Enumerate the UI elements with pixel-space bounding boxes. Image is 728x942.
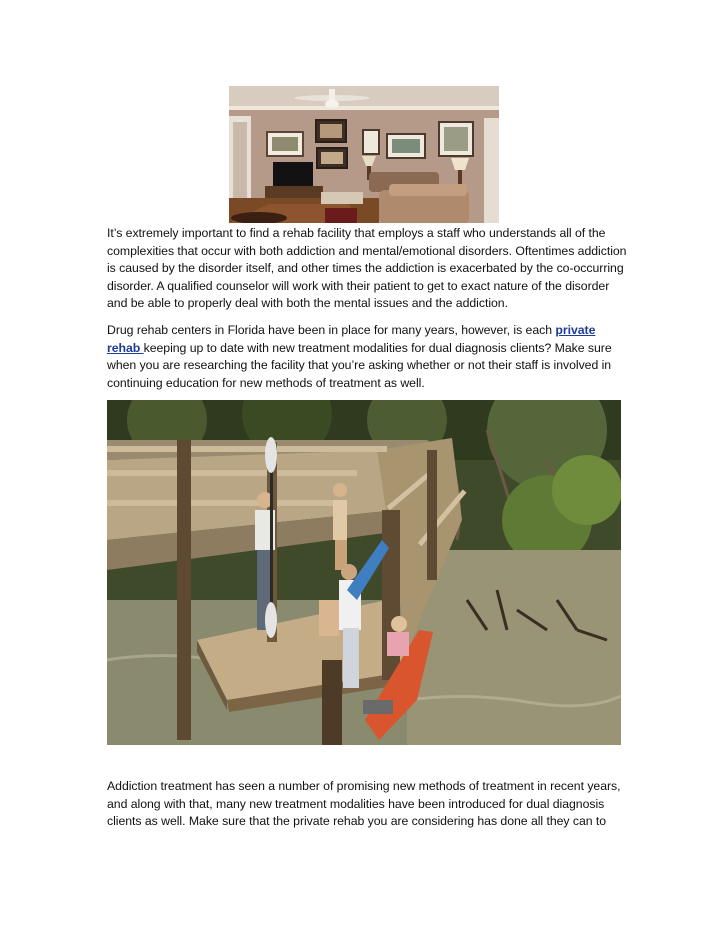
- living-room-photo: [229, 86, 499, 223]
- private-rehab-link[interactable]: private rehab: [107, 323, 596, 355]
- dock-kayak-photo: [107, 400, 621, 745]
- paragraph-new-treatment-methods: Addiction treatment has seen a number of promising new methods of treatment in recent years, and along with that, many new treatment modalities have been introduced for dual diagnosis clients as well. Make sure that the private rehab you are considering has done all they can to: [107, 779, 621, 829]
- paragraph-dual-diagnosis-staff: It’s extremely important to find a rehab facility that employs a staff who understands all of the complexities that occur with both addiction and mental/emotional disorders. Oftentimes addiction is caused by the disorder itself, and other times the addiction is exacerbated by the co-occurring disorder. A qualified counselor will work with their patient to get to exact nature of the disorder and be able to properly deal with both the mental issues and the addiction.: [107, 226, 627, 311]
- paragraph-florida-rehab-centers: [107, 322, 627, 392]
- paragraph-text-before-link: Drug rehab centers in Florida have been in place for many years, however, is each: [107, 323, 556, 337]
- paragraph-text-after-link: keeping up to date with new treatment modalities for dual diagnosis clients? Make sure when you are researching the facility that you’re asking whether or not their staff is involved in continuing education for new methods of treatment as well.: [107, 340, 612, 390]
